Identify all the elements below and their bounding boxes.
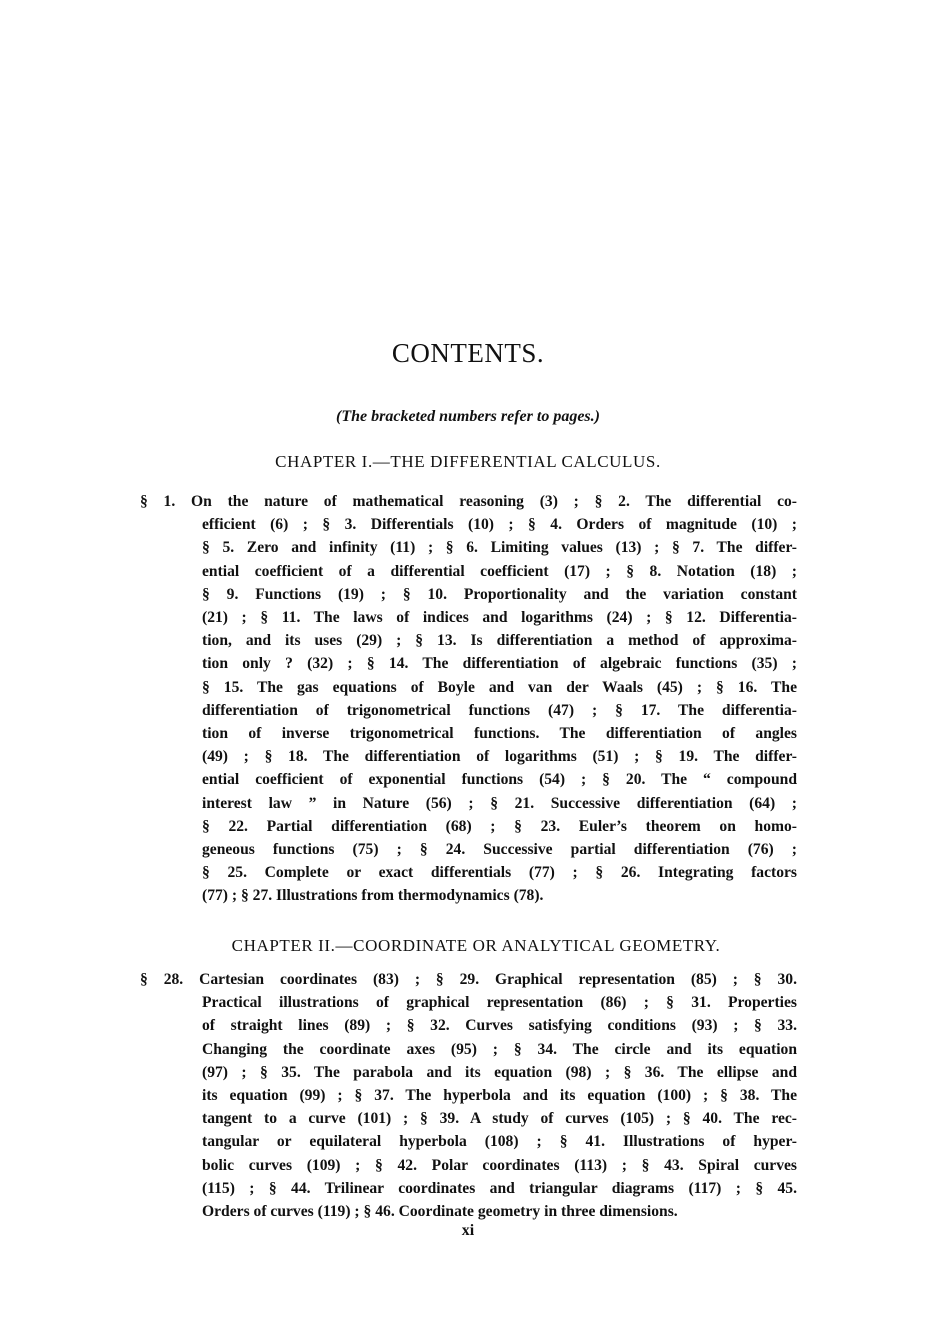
contents-line: Practical illustrations of graphical representation (86) ; § 31. Properties <box>202 994 797 1012</box>
contents-line: tangent to a curve (101) ; § 39. A study of curves (105) ; § 40. The rec- <box>202 1110 797 1128</box>
contents-line: § 28. Cartesian coordinates (83) ; § 29. Graphical representation (85) ; § 30. <box>140 971 797 988</box>
contents-line: § 25. Complete or exact differentials (77) ; § 26. Integrating factors <box>202 864 797 882</box>
contents-line: § 5. Zero and infinity (11) ; § 6. Limiting values (13) ; § 7. The differ- <box>202 539 797 557</box>
contents-line: its equation (99) ; § 37. The hyperbola and its equation (100) ; § 38. The <box>202 1087 797 1105</box>
page-title: CONTENTS. <box>391 338 545 368</box>
contents-line: § 9. Functions (19) ; § 10. Proportionality and the variation constant <box>202 585 797 603</box>
contents-line: ential coefficient of a differential coefficient (17) ; § 8. Notation (18) ; <box>202 562 797 580</box>
contents-line: tion only ? (32) ; § 14. The differentiation of algebraic functions (35) ; <box>202 655 797 673</box>
contents-line: § 15. The gas equations of Boyle and van der Waals (45) ; § 16. The <box>202 678 797 696</box>
chapter-1-heading: CHAPTER I.—THE DIFFERENTIAL CALCULUS. <box>275 452 661 471</box>
contents-line: Changing the coordinate axes (95) ; § 34. The circle and its equation <box>202 1040 797 1058</box>
contents-line: (21) ; § 11. The laws of indices and logarithms (24) ; § 12. Differentia- <box>202 609 797 627</box>
contents-line: (49) ; § 18. The differentiation of logarithms (51) ; § 19. The differ- <box>202 748 797 766</box>
page-number: xi <box>461 1222 475 1239</box>
contents-line: efficient (6) ; § 3. Differentials (10) ; § 4. Orders of magnitude (10) ; <box>202 516 797 534</box>
contents-line: interest law ” in Nature (56) ; § 21. Successive differentiation (64) ; <box>202 794 797 812</box>
chapter-1-contents <box>140 490 797 908</box>
chapter-2-heading: CHAPTER II.—COORDINATE OR ANALYTICAL GEOMETRY. <box>231 936 721 955</box>
contents-line: tangular or equilateral hyperbola (108) ; § 41. Illustrations of hyper- <box>202 1133 797 1151</box>
contents-line: differentiation of trigonometrical functions (47) ; § 17. The differentia- <box>202 701 797 719</box>
contents-line: ential coefficient of exponential functions (54) ; § 20. The “ compound <box>202 771 797 789</box>
contents-line: § 22. Partial differentiation (68) ; § 23. Euler’s theorem on homo- <box>202 817 797 835</box>
contents-line: § 1. On the nature of mathematical reasoning (3) ; § 2. The differential co- <box>140 493 797 510</box>
chapter-2-contents <box>140 968 797 1223</box>
contents-line: of straight lines (89) ; § 32. Curves satisfying conditions (93) ; § 33. <box>202 1017 797 1035</box>
contents-line: tion, and its uses (29) ; § 13. Is differentiation a method of approxima- <box>202 632 797 650</box>
contents-line: bolic curves (109) ; § 42. Polar coordinates (113) ; § 43. Spiral curves <box>202 1156 797 1174</box>
contents-line: tion of inverse trigonometrical functions. The differentiation of angles <box>202 725 797 743</box>
bracketed-numbers-note: (The bracketed numbers refer to pages.) <box>336 408 600 425</box>
contents-line: (77) ; § 27. Illustrations from thermodynamics (78). <box>202 887 544 905</box>
contents-line: geneous functions (75) ; § 24. Successive partial differentiation (76) ; <box>202 841 797 859</box>
contents-line: (97) ; § 35. The parabola and its equation (98) ; § 36. The ellipse and <box>202 1063 797 1081</box>
contents-line: (115) ; § 44. Trilinear coordinates and triangular diagrams (117) ; § 45. <box>202 1179 797 1197</box>
contents-line: Orders of curves (119) ; § 46. Coordinate geometry in three dimensions. <box>202 1203 678 1221</box>
